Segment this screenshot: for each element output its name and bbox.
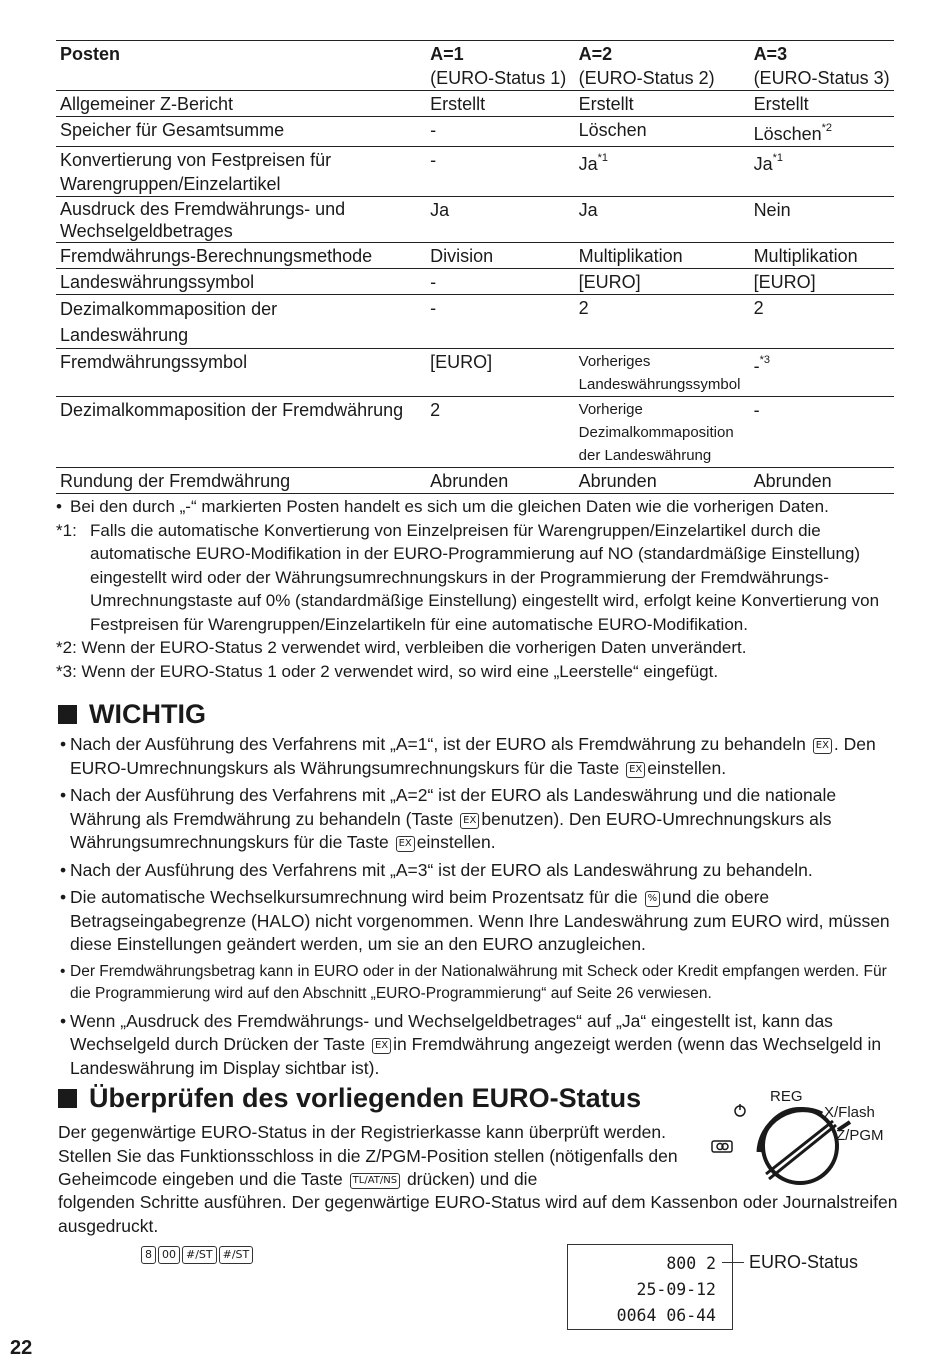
table-row: Speicher für Gesamtsumme - Löschen Löschen$^{*2}$ [56,117,894,147]
table-row: Dezimalkommaposition der Fremdwährung 2 Vorherige Dezimalkommaposition der Landeswährung - [56,397,894,468]
dial-label-zpgm: Z/PGM [836,1127,884,1144]
note-3: *3: Wenn der EURO-Status 1 oder 2 verwendet wird, so wird eine „Leerstelle“ eingefügt. [56,661,719,681]
footnote-ref: *1 [597,152,609,164]
ex-key-icon: EX [460,813,479,829]
footnote-ref: *1 [772,152,783,164]
status-heading: Überprüfen des vorliegenden EURO-Status [58,1082,641,1114]
key-subtotal: #/ST [182,1246,217,1264]
square-bullet-icon [58,1089,77,1108]
note-bullet: • Bei den durch „-“ markierten Posten handelt es sich um die gleichen Daten wie die vorherigen Daten. [56,497,829,516]
header-a2-sub: (EURO-Status 2) [575,66,750,91]
footnote-ref: *3 [759,354,770,366]
list-item: • Der Fremdwährungsbetrag kann in EURO oder in der Nationalwährung mit Scheck oder Kredit empfangen werden. Für die Programmierung wird auf den Abschnitt „EURO-Programmierung“ auf Seite 26 verwiesen. [60,962,887,1002]
header-a1-sub: (EURO-Status 1) [426,66,574,91]
table-row: Landeswährungssymbol - [EURO] [EURO] [56,269,894,295]
status-text-continued: folgenden Schritte ausführen. Der gegenwärtige EURO-Status wird auf dem Kassenbon oder Journalstreifen ausgedruckt. [58,1192,898,1236]
list-item: • Die automatische Wechselkursumrechnung wird beim Prozentsatz für die % und die obere Betragseingabegrenze (HALO) nicht vorgenommen. Wenn Ihre Landeswährung zum EURO wird, müssen diese Einstellungen geändert werden, um sie an den EURO anzugleichen. [60,887,890,954]
callout-line [722,1262,744,1263]
receipt-printout [567,1244,733,1330]
receipt-line: 25-09-12 [636,1280,716,1299]
table-row: Allgemeiner Z-Bericht Erstellt Erstellt Erstellt [56,91,894,117]
table-notes [56,495,898,683]
list-item: • Nach der Ausführung des Verfahrens mit „A=2“ ist der EURO als Landeswährung und die nationale Währung als Fremdwährung zu behandeln (Taste EX benutzen). Den EURO-Umrechnungskurs als Währungsumrechnungskurs für die Taste EX einstellen. [60,785,837,852]
receipt-line: 800 2 [666,1254,716,1273]
header-a3-sub: (EURO-Status 3) [750,66,894,91]
wichtig-list [60,733,898,1084]
percent-key-icon: % [645,891,661,907]
status-text: Der gegenwärtige EURO-Status in der Registrierkasse kann überprüft werden. Stellen Sie das Funktionsschloss in die Z/PGM-Position stellen (nötigenfalls den Geheimcode eingeben und die Taste TL/AT/NS drücken) und die [58,1122,678,1189]
table-row: Rundung der Fremdwährung Abrunden Abrunden Abrunden [56,468,894,494]
table-row: Ausdruck des Fremdwährungs- und Wechselgeldbetrages Ja Ja Nein [56,197,894,243]
square-bullet-icon [58,705,77,724]
table-row: Konvertierung von Festpreisen für Warengruppen/Einzelartikel - Ja$^{*1}$ Ja$^{*1}$ [56,147,894,197]
header-posten: Posten [56,41,426,67]
mode-switch-diagram [702,1082,902,1188]
list-item: • Nach der Ausführung des Verfahrens mit „A=1“, ist der EURO als Fremdwährung zu behandeln EX . Den EURO-Umrechnungskurs als Währungsumrechnungskurs für die Taste EX einstellen. [60,734,876,778]
header-a3: A=3 [750,41,894,67]
dial-label-reg: REG [770,1088,803,1105]
ex-key-icon: EX [372,1038,391,1054]
key-00: 00 [158,1246,180,1264]
euro-status-table [56,40,894,494]
receipt-callout-label: EURO-Status [749,1252,859,1272]
page-number: 22 [10,1337,33,1359]
key-sequence [141,1246,253,1264]
dial-label-xflash: X/Flash [824,1104,875,1121]
key-subtotal: #/ST [219,1246,254,1264]
table-row: Fremdwährungs-Berechnungsmethode Division Multiplikation Multiplikation [56,243,894,269]
footnote-ref: *2 [821,122,833,134]
list-item: • Nach der Ausführung des Verfahrens mit „A=3“ ist der EURO als Landeswährung zu behandeln. [60,859,813,880]
ex-key-icon: EX [396,836,415,852]
note-1: *1: Falls die automatische Konvertierung von Einzelpreisen für Warengruppen/Einzelartikel durch die automatische EURO-Modifikation in der EURO-Programmierung auf NO (standardmäßige Einstellung) eingestellt wird oder der Währungsumrechnungskurs in der Programmierung der Fremdwährungs-Umrechnungstaste auf 0% (standardmäßige Einstellung) eingestellt wird, erfolgt keine Konvertierung von Festpreisen für Warengruppen/Einzelartikeln für eine automatische EURO-Modifikation. [56,520,880,634]
table-row: Dezimalkommaposition der Landeswährung - 2 2 [56,295,894,349]
receipt-line: 0064 06-44 [616,1306,716,1325]
wichtig-heading: WICHTIG [58,698,206,730]
note-2: *2: Wenn der EURO-Status 2 verwendet wird, verbleiben die vorherigen Daten unverändert. [56,638,747,657]
list-item: • Wenn „Ausdruck des Fremdwährungs- und Wechselgeldbetrages“ auf „Ja“ eingestellt ist, kann das Wechselgeld durch Drücken der Taste EX in Fremdwährung angezeigt werden (wenn das Wechselgeld in Landeswährung im Display sichtbar ist). [60,1010,882,1078]
tl-at-ns-key-icon: TL/AT/NS [350,1173,400,1189]
ex-key-icon: EX [626,762,645,778]
ex-key-icon: EX [813,738,832,754]
key-8: 8 [141,1246,156,1264]
table-row: Fremdwährungssymbol [EURO] Vorheriges Landeswährungssymbol -$^{*3}$ [56,349,894,397]
header-a1: A=1 [426,41,574,67]
header-a2: A=2 [575,41,750,67]
